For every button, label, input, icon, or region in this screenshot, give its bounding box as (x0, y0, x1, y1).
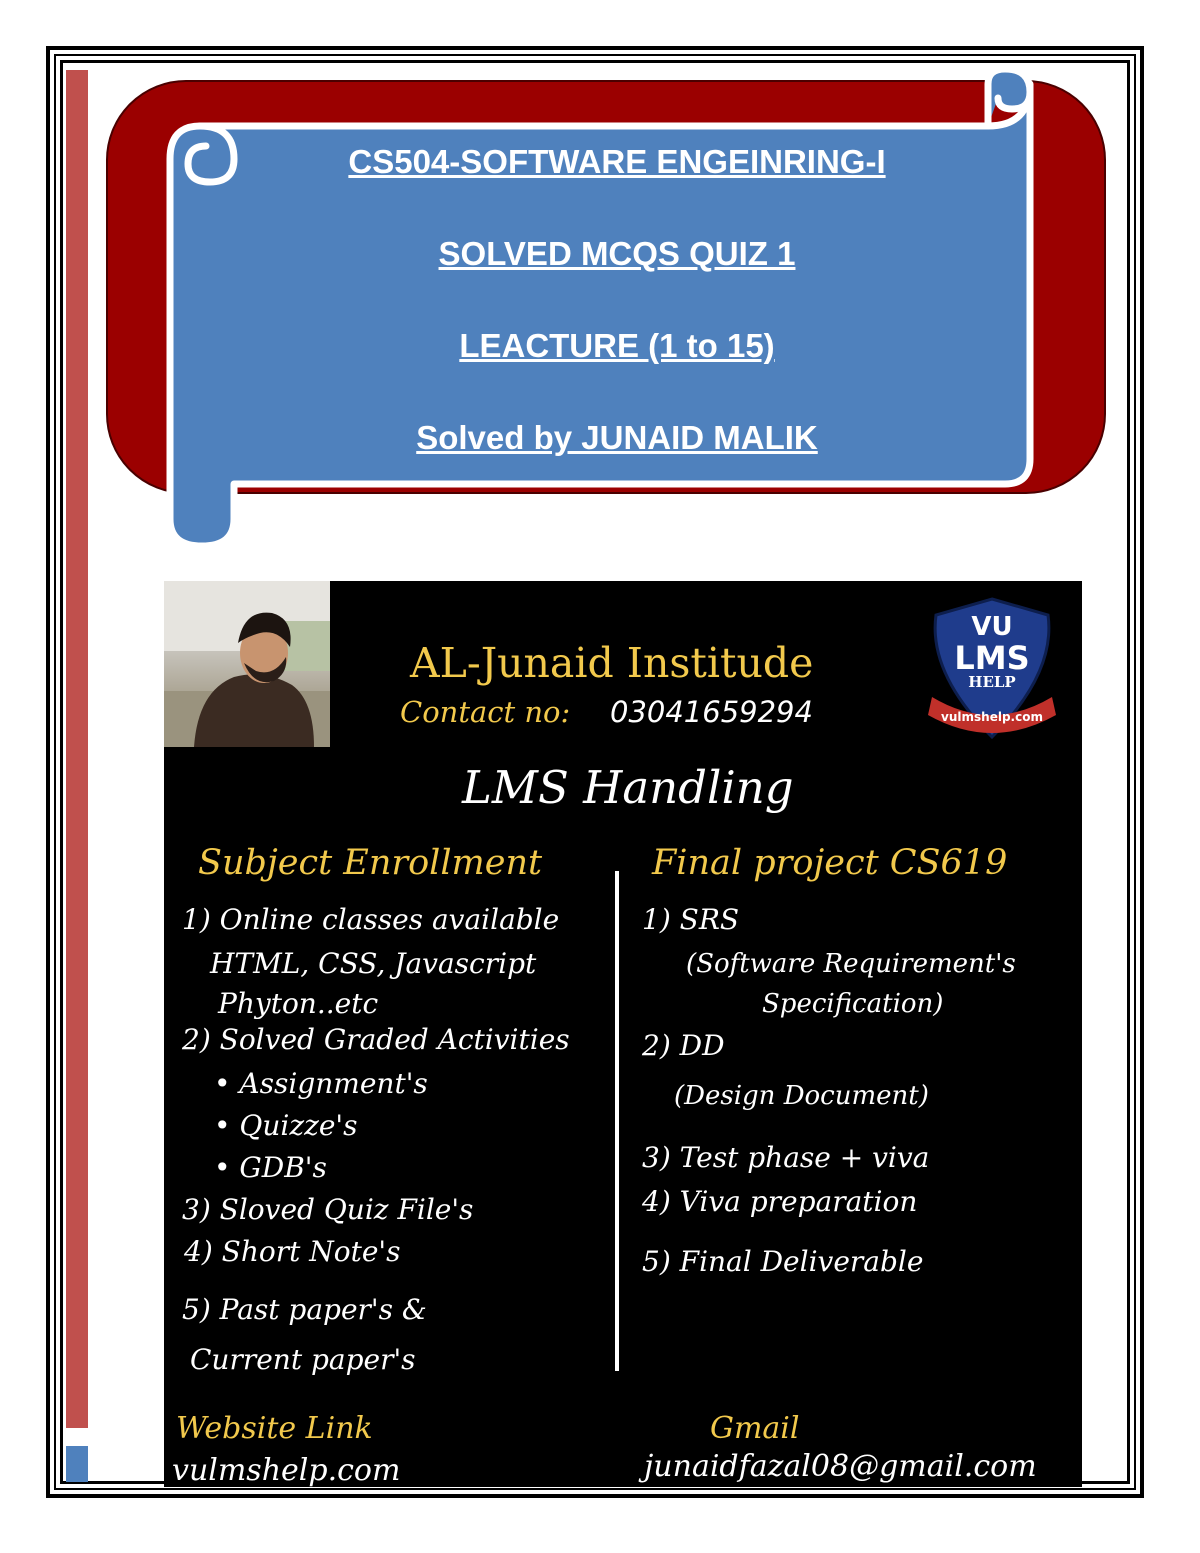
gmail-label: Gmail (710, 1411, 800, 1446)
course-title: CS504-SOFTWARE ENGEINRING-I (348, 143, 886, 180)
right-item: 5) Final Deliverable (642, 1245, 924, 1278)
author-line: Solved by JUNAID MALIK (416, 419, 818, 456)
institute-flyer (164, 581, 1082, 1487)
right-item: 2) DD (642, 1029, 725, 1062)
left-item: HTML, CSS, Javascript (210, 947, 537, 980)
contact-label: Contact no: (400, 695, 571, 729)
right-item: (Software Requirement's (686, 949, 1016, 979)
logo-text-lms: LMS (954, 639, 1030, 677)
quiz-title: SOLVED MCQS QUIZ 1 (438, 235, 796, 272)
left-item: Phyton..etc (218, 987, 379, 1020)
logo-text-vu: VU (971, 612, 1013, 642)
logo-text-help: HELP (968, 673, 1016, 691)
right-item: Specification) (762, 989, 944, 1019)
right-item: 3) Test phase + viva (642, 1141, 930, 1174)
side-accent-bar-red (66, 70, 88, 1428)
right-item: (Design Document) (674, 1081, 929, 1111)
lecture-range: LEACTURE (1 to 15) (459, 327, 775, 364)
website-label: Website Link (176, 1411, 373, 1446)
side-accent-bar-blue (66, 1446, 88, 1482)
contact-number: 03041659294 (610, 695, 813, 729)
lms-handling-headline: LMS Handling (462, 761, 794, 814)
left-item: Current paper's (190, 1343, 416, 1376)
logo-ribbon-text: vulmshelp.com (941, 710, 1043, 724)
left-bullet-item: • Assignment's (214, 1067, 428, 1100)
final-project-heading: Final project CS619 (652, 843, 1008, 883)
vu-lms-help-logo (920, 593, 1064, 743)
left-item: 4) Short Note's (184, 1235, 401, 1268)
profile-photo (164, 581, 330, 747)
website-link[interactable]: vulmshelp.com (172, 1453, 401, 1487)
subject-enrollment-heading: Subject Enrollment (198, 843, 543, 883)
column-divider (615, 871, 619, 1371)
left-bullet-item: • GDB's (214, 1151, 327, 1184)
right-item: 1) SRS (642, 903, 740, 936)
left-item: 5) Past paper's & (182, 1293, 427, 1326)
right-item: 4) Viva preparation (642, 1185, 918, 1218)
banner-title-block (232, 140, 1002, 508)
institute-name: AL-Junaid Institude (410, 639, 814, 687)
left-item: 1) Online classes available (182, 903, 560, 936)
gmail-address[interactable]: junaidfazal08@gmail.com (644, 1449, 1037, 1484)
left-item: 2) Solved Graded Activities (182, 1023, 570, 1056)
left-bullet-item: • Quizze's (214, 1109, 358, 1142)
left-item: 3) Sloved Quiz File's (182, 1193, 474, 1226)
